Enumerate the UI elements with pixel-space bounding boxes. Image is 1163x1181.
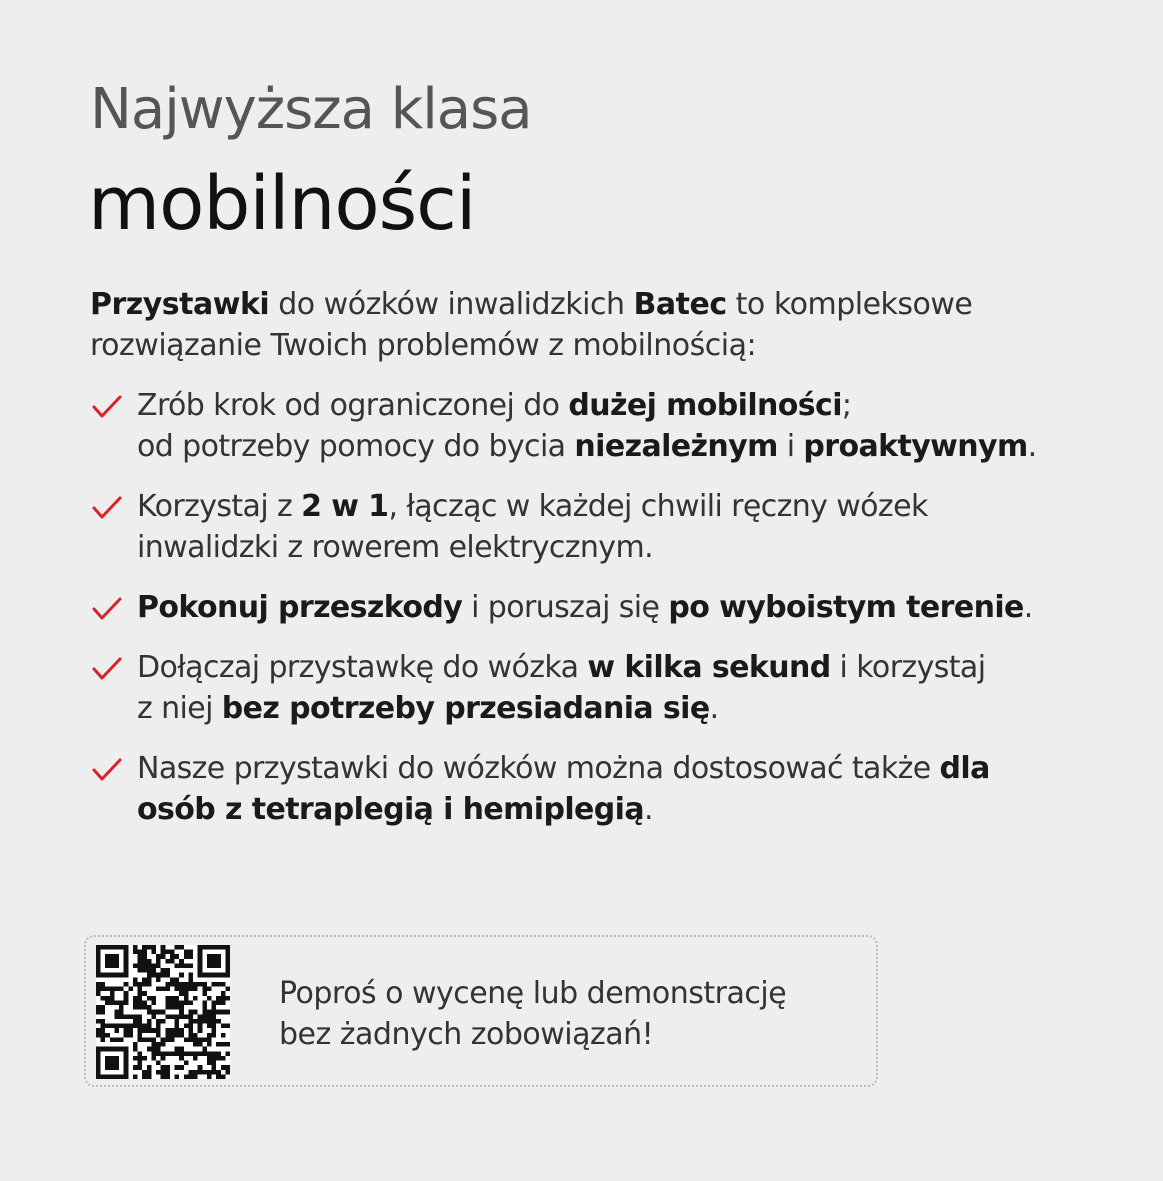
intro-line-1	[90, 284, 1090, 325]
feature-line	[137, 385, 1150, 426]
feature-text: Dołączaj przystawkę do wózka	[137, 650, 588, 685]
cta-line-1: Poproś o wycenę lub demonstrację	[279, 976, 787, 1011]
feature-bold: dla	[939, 751, 990, 786]
feature-line	[137, 486, 1150, 527]
feature-bold: bez potrzeby przesiadania się	[221, 691, 710, 726]
feature-list	[90, 385, 1150, 849]
feature-bold: proaktywnym	[803, 429, 1028, 464]
feature-text: ;	[841, 388, 852, 423]
feature-line	[137, 647, 1150, 688]
feature-text: .	[1027, 429, 1037, 464]
feature-bold: niezależnym	[574, 429, 778, 464]
intro-text-2: to kompleksowe	[726, 287, 973, 322]
feature-bold: osób z tetraplegią i hemiplegią	[137, 792, 645, 827]
feature-item	[90, 385, 1150, 467]
qr-code-graphic	[96, 945, 230, 1079]
page-title-line-1: Najwyższa klasa	[90, 77, 532, 142]
feature-line	[137, 587, 1150, 628]
feature-bold: 2 w 1	[301, 489, 389, 524]
feature-bold: po wyboistym terenie	[668, 590, 1024, 625]
feature-line	[137, 688, 1150, 729]
feature-line	[137, 789, 1150, 830]
feature-text: , łącząc w każdej chwili ręczny wózek	[388, 489, 928, 524]
feature-text: z niej	[137, 691, 222, 726]
feature-text: od potrzeby pomocy do bycia	[137, 429, 575, 464]
feature-line: inwalidzki z rowerem elektrycznym.	[137, 530, 654, 565]
feature-bold: dużej mobilności	[568, 388, 842, 423]
feature-line	[137, 748, 1150, 789]
feature-item	[90, 647, 1150, 729]
feature-text: .	[709, 691, 719, 726]
feature-text: .	[1023, 590, 1033, 625]
feature-text: Zrób krok od ograniczonej do	[137, 388, 569, 423]
check-icon	[92, 395, 122, 419]
feature-item	[90, 486, 1150, 568]
cta-line-2: bez żadnych zobowiązań!	[279, 1017, 654, 1052]
feature-text: Korzystaj z	[137, 489, 302, 524]
feature-line	[137, 426, 1150, 467]
qr-code-icon[interactable]	[96, 945, 230, 1079]
feature-item	[90, 587, 1150, 628]
cta-message	[279, 973, 786, 1055]
page-title-line-2: mobilności	[88, 161, 476, 247]
feature-bold: w kilka sekund	[587, 650, 831, 685]
intro-paragraph	[90, 284, 1090, 366]
feature-text: Nasze przystawki do wózków można dostosować także	[137, 751, 940, 786]
feature-bold: Pokonuj przeszkody	[137, 590, 463, 625]
check-icon	[92, 758, 122, 782]
feature-text: i poruszaj się	[462, 590, 669, 625]
feature-text: i korzystaj	[830, 650, 986, 685]
feature-item	[90, 748, 1150, 830]
feature-text: i	[777, 429, 804, 464]
cta-box	[84, 935, 878, 1087]
check-icon	[92, 657, 122, 681]
intro-text-1: do wózków inwalidzkich	[269, 287, 634, 322]
check-icon	[92, 597, 122, 621]
check-icon	[92, 496, 122, 520]
intro-bold-2: Batec	[633, 287, 727, 322]
intro-bold-1: Przystawki	[90, 287, 270, 322]
feature-text: .	[644, 792, 653, 827]
intro-line-2: rozwiązanie Twoich problemów z mobilnością:	[90, 328, 757, 363]
